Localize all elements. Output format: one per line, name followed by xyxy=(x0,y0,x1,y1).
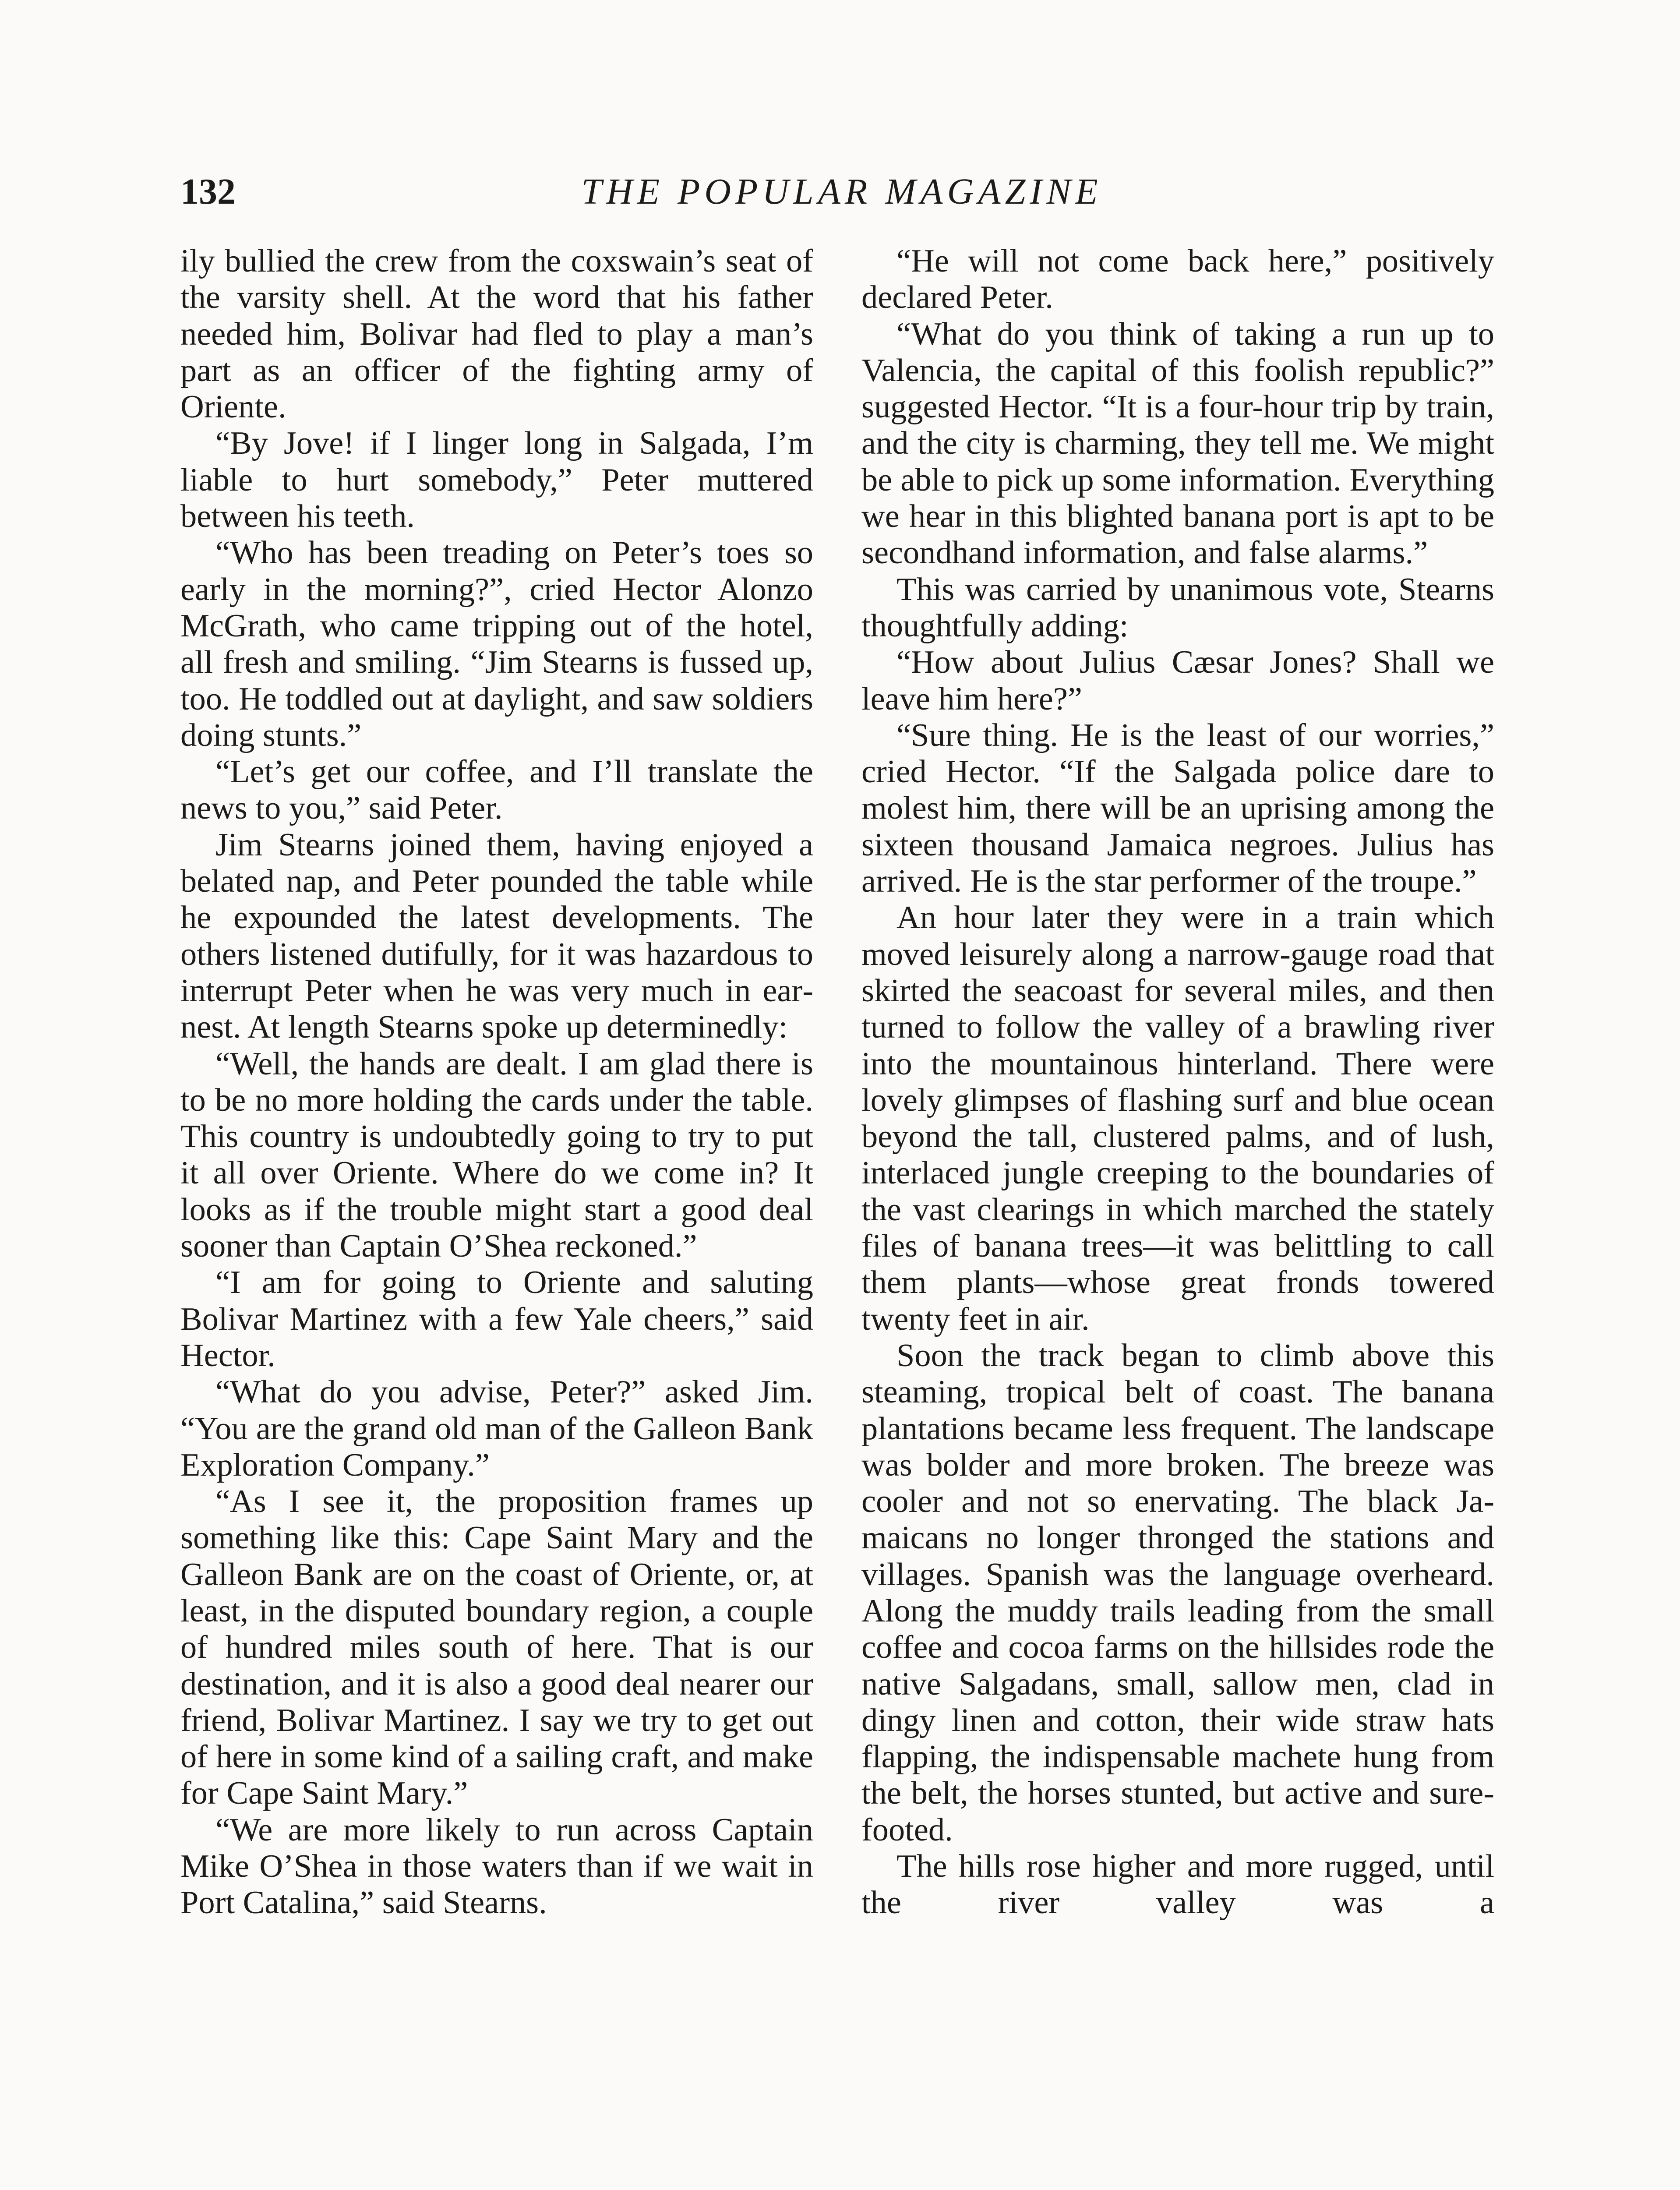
paragraph: “By Jove! if I linger long in Salgada, I’m liable to hurt somebody,” Peter muttered between his teeth. xyxy=(180,425,813,535)
paragraph: “Let’s get our coffee, and I’ll translate the news to you,” said Peter. xyxy=(180,754,813,827)
paragraph: “Who has been treading on Peter’s toes so early in the morning?”, cried Hector Alonzo McGrath, who came tripping out of the hotel, all fresh and smiling. “Jim Stearns is fussed up, too. He toddled out at daylight, and saw soldiers doing stunts.” xyxy=(180,535,813,753)
paragraph: “Sure thing. He is the least of our worries,” cried Hector. “If the Salgada police dare to molest him, there will be an uprising among the sixteen thousand Jamaica negroes. Julius has arrived. He is the star performer of the troupe.” xyxy=(861,717,1494,900)
running-title: THE POPULAR MAGAZINE xyxy=(581,171,1102,212)
paragraph: “As I see it, the proposition frames up something like this: Cape Saint Mary and the Galleon Bank are on the coast of Oriente, or, at least, in the disputed boundary region, a couple of hundred miles south of here. That is our destination, and it is also a good deal nearer our friend, Bolivar Martinez. I say we try to get out of here in some kind of a sailing craft, and make for Cape Saint Mary.” xyxy=(180,1484,813,1812)
left-text-column xyxy=(180,243,813,2190)
paragraph: Soon the track began to climb above this steaming, tropical belt of coast. The banana plantations became less frequent. The landscape was bolder and more broken. The breeze was cooler and not so enervating. The black Jamaicans no longer thronged the stations and villages. Spanish was the language overheard. Along the muddy trails leading from the small coffee and cocoa farms on the hillsides rode the native Salgadans, small, sallow men, clad in dingy linen and cotton, their wide straw hats flapping, the indispensable machete hung from the belt, the horses stunted, but active and surefooted. xyxy=(861,1337,1494,1848)
paragraph: “Well, the hands are dealt. I am glad there is to be no more holding the cards under the table. This country is undoubtedly going to try to put it all over Oriente. Where do we come in? It looks as if the trouble might start a good deal sooner than Captain O’Shea reckoned.” xyxy=(180,1046,813,1265)
paragraph: “What do you think of taking a run up to Valencia, the capital of this foolish republic?” suggested Hector. “It is a four-hour trip by train, and the city is charming, they tell me. We might be able to pick up some information. Everything we hear in this blighted banana port is apt to be secondhand information, and false alarms.” xyxy=(861,316,1494,571)
page-header xyxy=(180,164,1503,221)
paragraph: “What do you advise, Peter?” asked Jim. “You are the grand old man of the Galleon Bank Exploration Company.” xyxy=(180,1374,813,1483)
paragraph: The hills rose higher and more rugged, until the river valley was a xyxy=(861,1848,1494,1921)
paragraph: “We are more likely to run across Captain Mike O’Shea in those waters than if we wait in Port Catalina,” said Stearns. xyxy=(180,1812,813,1921)
paragraph: “I am for going to Oriente and saluting Bolivar Martinez with a few Yale cheers,” said Hector. xyxy=(180,1265,813,1374)
paragraph: Jim Stearns joined them, having enjoyed a belated nap, and Peter pounded the table while he expounded the latest developments. The others listened dutifully, for it was hazardous to interrupt Peter when he was very much in earnest. At length Stearns spoke up determinedly: xyxy=(180,827,813,1046)
paragraph: ily bullied the crew from the coxswain’s seat of the varsity shell. At the word that his father needed him, Bolivar had fled to play a man’s part as an officer of the fighting army of Oriente. xyxy=(180,243,813,425)
paragraph: This was carried by unanimous vote, Stearns thoughtfully adding: xyxy=(861,571,1494,644)
paragraph: “How about Julius Cæsar Jones? Shall we leave him here?” xyxy=(861,644,1494,717)
paragraph: “He will not come back here,” positively declared Peter. xyxy=(861,243,1494,316)
page-number: 132 xyxy=(180,171,236,212)
paragraph: An hour later they were in a train which moved leisurely along a narrow-gauge road that skirted the seacoast for several miles, and then turned to follow the valley of a brawling river into the mountainous hinterland. There were lovely glimpses of flashing surf and blue ocean beyond the tall, clustered palms, and of lush, interlaced jungle creeping to the boundaries of the vast clearings in which marched the stately files of banana trees—it was belittling to call them plants—whose great fronds towered twenty feet in air. xyxy=(861,900,1494,1337)
right-text-column xyxy=(861,243,1494,2190)
